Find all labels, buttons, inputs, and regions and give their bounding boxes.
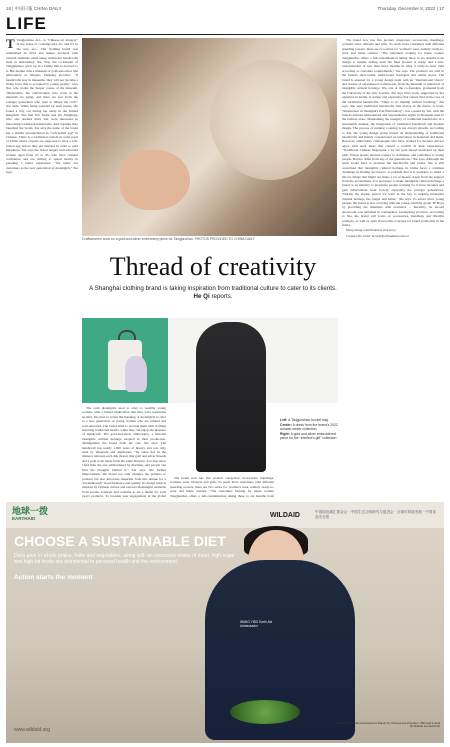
- ad-fine-print: Source: Sustainable Development Report for Chinese Food System. Wild and in-kind by WildAid and EarthAid: [334, 721, 440, 729]
- caption-center-text: A dress from the brand's 2022 autumn-winter collection.: [280, 422, 338, 431]
- contact-line: Contact the writer at heqi@chinadaily.com.cn: [346, 233, 409, 238]
- model-dress: [196, 322, 266, 472]
- caption-left-label: Left:: [280, 418, 288, 422]
- ad-side-note: WANG YIBO Earth Aid Ambassador: [240, 620, 273, 628]
- header-left: 18 | 中国日報 CHINA DAILY: [6, 6, 62, 11]
- salad-bowl: [230, 700, 300, 724]
- earthaid-logo-en: EARTHAID: [12, 516, 36, 521]
- partner-logos: 中国绿色碳汇基金会 · 中国生态文明研究与促进会 · 全球可持续发展 · 中国食品安全报: [315, 510, 436, 519]
- column-2b-text: The brand now has five product categories: accessories, handbags, womens wear, lifestyle and gifts. To reach more customers with different spending powers, there are two series for 'women's wear, namely ready-to-wear and haute couture. "The customers looking for haute couture Tangjunzhao offers a full-customization taking three to six months from: [170, 476, 274, 498]
- embroidered-piece-photo: [125, 356, 147, 392]
- dek-text: A Shanghai clothing brand is taking inspiration from traditional culture to cater to its clients.: [89, 285, 337, 292]
- caption-left-text: A Tangjunzhao bucket bag.: [288, 418, 329, 422]
- column-1-text: Tangjunzhao Art... is "Chinese art imagery" in the sense of contemporary art, and it's in the new era... The clothing brand was established in 2014 and makes products with cultural elements while using traditional handicrafts such as embroidery. Xie Yiqi, the co-founder of Tangjunzhao, grew up in a family that is devoted to it. Her mother runs a museum of gold-and-silver line embroidery in Ningbo, Zhejiang province. "If handicrafts stay in museums, they will not become a living force that is accepted by young people," says Xie, who tracks the deeper course of the museum. "Meanwhile, the craftswomen who work at the museum are aging, and there are few from the younger generation who want to inherit the craft," Xie adds. While being troubled by such issues, she found a way out during her study in the United Kingdom. She met Wu Jiaqiu and Jin Jiangheng, who also studied there and were interested in innovating traditional handicrafts. And together they launched the brand. Xie says the name of the brand has a similar pronunciation as "soft-boiled egg" in Chinese. There is a traditional custom in some parts of China where couples are supposed to have a soft-boiled egg before they get married in order to gain happiness. Xie says the brand targets well-educated women aged from 25 to 45, who have cultural confidence and are willing to spend money in pursuing a better experience. "We name our customers as the new generation of dreamgirls," Xie says.: [6, 38, 78, 175]
- embroidery-fan: [210, 60, 330, 180]
- earthaid-logo: [12, 507, 62, 523]
- article-column-2b: [170, 476, 274, 498]
- caption-center-label: Center:: [280, 422, 292, 427]
- ad-url[interactable]: www.wildaid.org: [14, 727, 50, 733]
- column-2-text: The term dreamgirls used to refer to wealthy young women, with a biased implication that they were somewhat spoiled. Xie tries to revise the meaning of dreamgirls to refer to a new generation of young women who are refined and well-educated. The brand aims to provide them with clothing featuring traditional motifs, while they can enjoy the pleasure of handicraft. The gold-and-silver embroidery, a national intangible cultural heritage adopted in their production, distinguishes the brand from the rest, Xie says. The handicraft has nearly 1,600 years of history and was only used by imperials and dignitaries. "Its value lies in the distance between each silk thread, that gold and silver threads and a gold work made from the same distance. It is also more vivid than the one embroidered by machine, and people can find the thoughts behind it," Xie says. Xie further improvement, the brand not only changes the patterns to produce but also innovates materials from this unique for a "breakthrough" in performance and quality. Its design team is inspired by Chinese culture and extracts meaningful elements from poems, festivals and costume to set a theme for each year's products. To broaden user engagement in the global: [82, 406, 166, 498]
- wildaid-logo: WILDAID: [270, 512, 300, 519]
- top-photo-caption: Craftswomen work on a gold-and-silver embroidery piece for Tangjunzhao. PHOTOS PROVIDED TO CHINA DAILY: [82, 237, 255, 241]
- headline: Thread of creativity: [109, 252, 317, 281]
- ad-body: Diets poor in whole grains, fruits and vegetables, along with an excessive intake of meat, high sugar and high-fat foods are detrimental to personal health and the environment.: [14, 553, 235, 566]
- column-3-text: The brand now has five product categories: accessories, handbags, womens wear, lifestyle and gifts. To reach more customers with different spending powers, there are two series for 'women's wear, namely ready-to-wear and haute couture. "The customers looking for haute couture Tangjunzhao offers a full-customization taking three to six months from design to sample testing until the final product is ready, and a full-customization of less than three months in what a ready-to-wear item according to customer requirements," Xie says. The products are sold in the brand's showrooms, multi-brand boutiques and online stores. The brand is ensured for a young design team with an "international vision" and dozens of experienced craftspeople, from the museum or inheritors of intangible cultural heritage. Wu, one of the co-founders, graduated from the University of the Arts London. Xie says Wu's work, supported by her expertise in textile, is artistic and expressive that cannot find in the case of the traditional handicrafts. "There is no making without breaking," Xie says. She says traditional handicrafts will evolve in the future. A work, "Respiration in Shanghai's Fan Embroidery", was created by Wu, with the brand's artisans embroidered and representative sights in Shanghai used in the fashion store. Maintaining the integrity of traditional handicrafts in a sustainable manner, the integration of traditional handicraft and modern design. The process of running a startup is not always smooth. According to Xie, the young design group lacked an understanding of traditional handicrafts and mainly concentrated on innovation in materials and skills. However, embroidery craftspeople who have worked for decades did not agree with such ideas that caused a conflict in their experiences. "Traditional Chinese fingerprint a lot but gold thread incubated up their path. Young people showed respect to craftsmen, and craftsmen to young people. Hard to differ from any of the generations," Xie says. Although the team works hard to promote the handicrafts and brand, Xie is still concerned that intangible cultural heritage in China faces a common challenge in finding successors. A problem that it is pointless to make a life for things that might not make a lot of money. Apart from the support from the government, it is necessary to make intangible cultural heritage a brand or an industry to guarantee people working for it have incomes and gain achievement from society, especially the younger generations. "During the startup period we were in the key to helping intangible cultural heritage live longer and better," Xie says. To attract more young people, the brand is also evolving with the young celebrity group TF Boys by providing the members with exclusive ... Recently, its second showroom was launched in Guangzhou, Guangdong province. According to Xie, the brand will focus on accessories, handbags and lifestyle products, as well as open showrooms overseas for brand promotion in the future.: [342, 38, 444, 228]
- earthaid-logo-cn: 地球一拨: [12, 506, 49, 516]
- article-column-1: [6, 38, 78, 498]
- section-title: LIFE: [6, 14, 47, 33]
- page-header: [6, 4, 444, 14]
- section-rule: [6, 34, 444, 35]
- caption-right-text: A gold-and-silver embroidered piece for the "intellect's gift" collection.: [280, 431, 338, 440]
- ad-cta: Action starts the moment: [14, 574, 93, 581]
- ad-title: CHOOSE A SUSTAINABLE DIET: [14, 533, 226, 549]
- byline: He Qi: [193, 293, 210, 300]
- drop-cap: T: [6, 38, 15, 51]
- dek: [88, 285, 338, 301]
- article-column-2a: [82, 406, 166, 498]
- credit-line: Wang Zhuqi contributed to this story.: [346, 228, 397, 233]
- craftswoman-hand: [120, 150, 190, 210]
- article-column-3: [342, 38, 444, 496]
- photo-captions: [280, 418, 340, 441]
- dek-tail: reports.: [211, 293, 233, 300]
- header-right: Thursday, December 8, 2022 | 17: [377, 6, 444, 11]
- caption-right-label: Right:: [280, 431, 290, 436]
